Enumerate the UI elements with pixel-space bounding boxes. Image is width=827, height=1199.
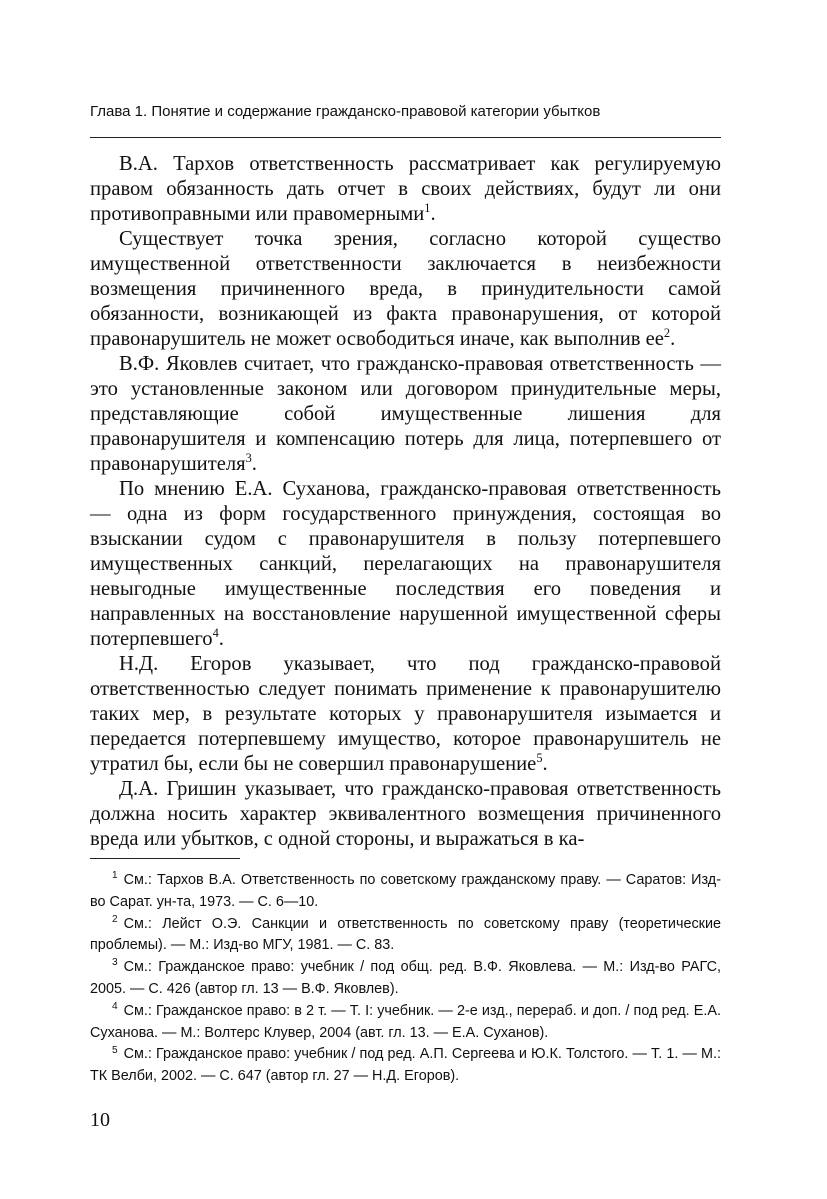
paragraph: В.Ф. Яковлев считает, что гражданско-правовая ответственность — это установленные законом или договором принудительные меры, представляющие собой имущественные лишения для правонарушителя и компенсацию потерь для лица, потерпевшего от правонарушителя$^3$. [90,353,721,475]
paragraph: Существует точка зрения, согласно которой существо имущественной ответственности заключается в неизбежности возмещения причиненного вреда, в принудительности самой обязанности, возникающей из факта правонарушения, от которой правонарушитель не может освободиться иначе, как выполнив $ее^2$. [90,228,721,350]
footnote: $^2$ См.: Лейст О.Э. Санкции и ответственность по советскому праву (теоретические проблемы). — М.: Изд-во МГУ, 1981. — С. 83. [90,913,721,954]
footnote: $^3$ См.: Гражданское право: учебник / под общ. ред. В.Ф. Яковлева. — М.: Изд-во РАГС, 2005. — С. 426 (автор гл. 13 — В.Ф. Яковлев). [90,957,721,997]
footnote: $^5$ См.: Гражданское право: учебник / под ред. А.П. Сергеева и Ю.К. Толстого. — Т. 1. — М.: ТК Велби, 2002. — С. 647 (автор гл. 27 — Н.Д. Егоров). [90,1044,721,1085]
footnote-ref: 3 [245,451,252,466]
footnote-ref: 5 [536,751,543,766]
running-header: Глава 1. Понятие и содержание гражданско-правовой категории убытков [90,103,601,120]
footnote-number: 5 [112,1044,118,1056]
paragraph: В.А. Тархов ответственность рассматривает как регулируемую правом обязанность дать отчет в своих действиях, будут ли они противоправными или правомерными$^1$. [90,153,721,225]
footnote-number: 4 [112,1000,118,1012]
footnote-number: 3 [112,957,118,969]
paragraph: По мнению Е.А. Суханова, гражданско-правовая ответственность — одна из форм государственного принуждения, состоящая во взыскании судом с правонарушителя в пользу потерпевшего имущественных санкций, перелагающих на правонарушителя невыгодные имущественные последствия его поведения и направленных на восстановление нарушенной имущественной сферы потерпевшего$^4$. [90,478,721,650]
footnotes [90,870,721,1088]
footnote: $^1$ См.: Тархов В.А. Ответственность по советскому гражданскому праву. — Саратов: Изд-во Сарат. ун-та, 1973. — С. 6—10. [90,870,721,910]
paragraph: Н.Д. Егоров указывает, что под гражданско-правовой ответственностью следует понимать применение к правонарушителю таких мер, в результате которых у правонарушителя изымается и передается потерпевшему имущество, которое правонарушитель не утратил бы, если бы не совершил правонарушение$^5$. [90,653,721,775]
footnote-ref: 2 [663,326,671,341]
footnote-ref: 1 [424,201,431,216]
footnote: $^4$ См.: Гражданское право: в 2 т. — Т. I: учебник. — 2-е изд., перераб. и доп. / под ред. Е.А. Суханова. — М.: Волтерс Клувер, 2004 (авт. гл. 13. — Е.А. Суханов). [90,1000,721,1041]
paragraph: Д.А. Гришин указывает, что гражданско-правовая ответственность должна носить характер эквивалентного возмещения причиненного вреда или убытков, с одной стороны, и выражаться в ка- [90,778,721,850]
header-divider [90,137,721,138]
footnote-number: 1 [112,870,118,882]
footnote-number: 2 [112,913,118,925]
footnote-ref: 4 [212,626,219,641]
footnote-divider [90,858,240,859]
main-text [90,152,721,852]
page-number: 10 [90,1109,110,1131]
